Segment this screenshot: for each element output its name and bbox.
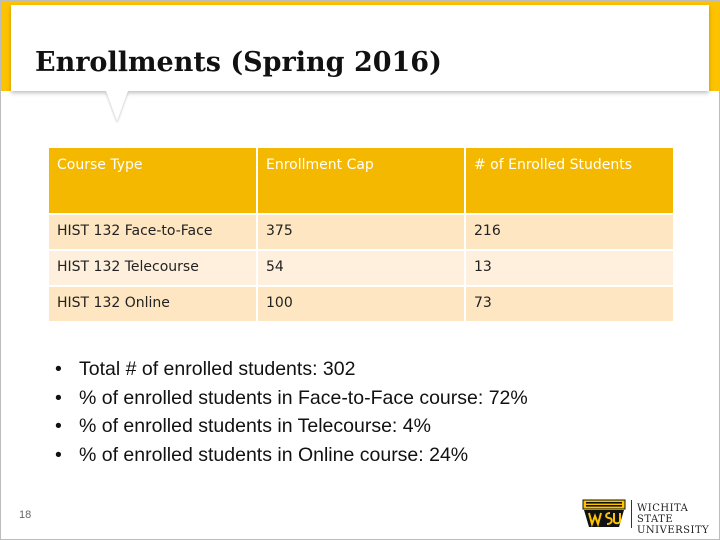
enrolled-students-cell: 73 — [465, 286, 673, 322]
logo-divider — [631, 500, 632, 528]
enrolled-students-cell: 13 — [465, 250, 673, 286]
table-header-row — [49, 148, 673, 214]
list-item: • % of enrolled students in Online course: 24% — [55, 441, 528, 470]
header-course-type: Course Type — [49, 148, 257, 214]
title-pointer — [106, 91, 128, 121]
list-item: • % of enrolled students in Face-to-Face course: 72% — [55, 384, 528, 413]
course-type-cell: HIST 132 Online — [49, 286, 257, 322]
page-number: 18 — [19, 509, 32, 521]
logo-line-university: UNIVERSITY — [637, 525, 710, 536]
list-item: • Total # of enrolled students: 302 — [55, 355, 528, 384]
course-type-cell: HIST 132 Telecourse — [49, 250, 257, 286]
stats-list — [55, 355, 528, 469]
course-type-cell: HIST 132 Face-to-Face — [49, 214, 257, 250]
header-enrolled-students: # of Enrolled Students — [465, 148, 673, 214]
table-row — [49, 250, 673, 286]
enrollment-cap-cell: 100 — [257, 286, 465, 322]
enrolled-students-cell: 216 — [465, 214, 673, 250]
logo-wordmark — [637, 503, 711, 536]
table-row — [49, 286, 673, 322]
list-item: • % of enrolled students in Telecourse: 4% — [55, 412, 528, 441]
page-title: Enrollments (Spring 2016) — [35, 47, 442, 78]
enrollment-cap-cell: 54 — [257, 250, 465, 286]
wsu-shocker-logo-icon — [581, 497, 627, 531]
header-enrollment-cap: Enrollment Cap — [257, 148, 465, 214]
enrollment-table — [49, 148, 673, 323]
table-row — [49, 214, 673, 250]
logo-line-wichita-state: WICHITA STATE — [637, 503, 689, 525]
university-logo — [581, 497, 711, 536]
enrollment-cap-cell: 375 — [257, 214, 465, 250]
